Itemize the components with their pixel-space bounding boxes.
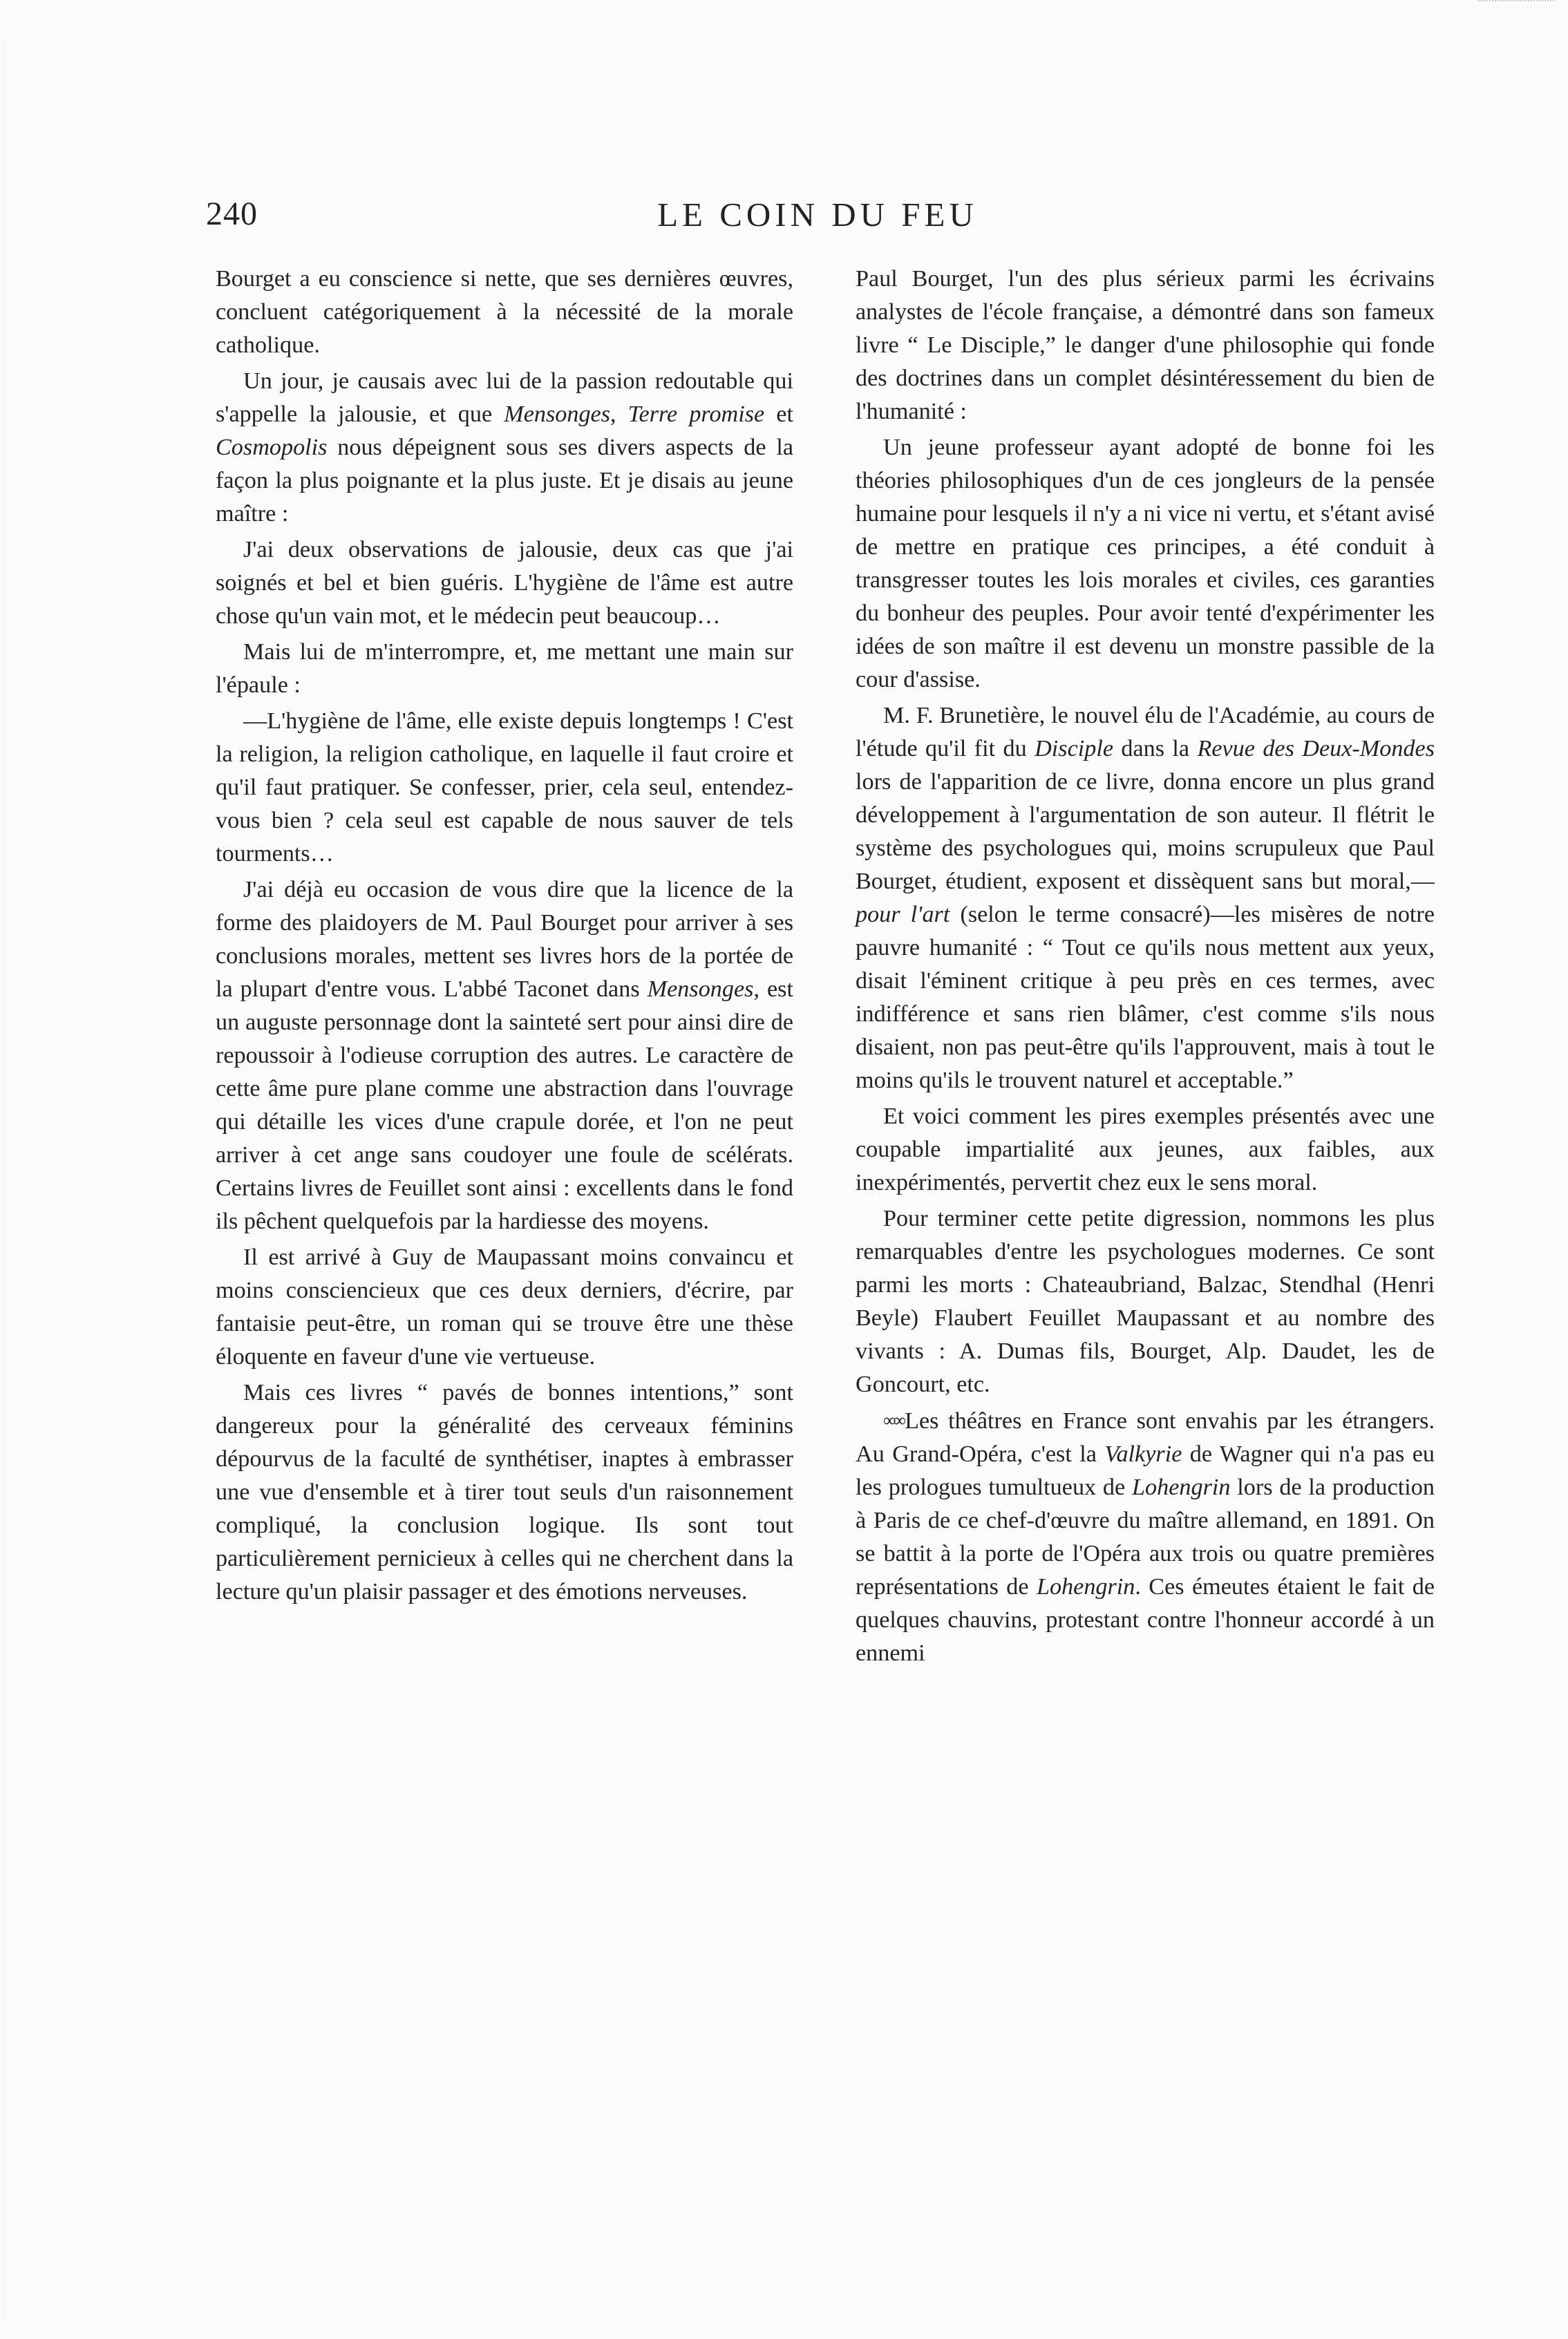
- text-run: Paul Bourget, l'un des plus sérieux parmi les écrivains analystes de l'école française, a démontré dans son fameux livre “ Le Disciple,” le danger d'une philosophie qui fonde des doctrines dans un complet désintéressement du bien de l'humanité :: [856, 266, 1435, 424]
- text-run: Les théâtres en France sont envahis par les étrangers. Au Grand-Opéra, c'est la: [856, 1408, 1435, 1467]
- italic-title: Cosmopolis: [216, 435, 328, 460]
- paragraph: [216, 263, 793, 362]
- text-run: Un jeune professeur ayant adopté de bonne foi les théories philosophiques d'un de ces jongleurs de la pensée humaine pour lesquels il n'y a ni vice ni vertu, et s'étant avisé de mettre en pratique ces principes, a été conduit à transgresser toutes les lois morales et civiles, ces garanties du bonheur des peuples. Pour avoir tenté d'expérimenter les idées de son maître il est devenu un monstre passible de la cour d'assise.: [856, 435, 1435, 692]
- paragraph: [216, 1376, 793, 1609]
- paragraph: [216, 636, 793, 702]
- paragraph: [216, 1241, 793, 1374]
- paragraph: [216, 533, 793, 633]
- text-run: de Wagner qui n'a pas eu les prologues tumultueux de: [856, 1441, 1435, 1500]
- text-run: J'ai deux observations de jalousie, deux cas que j'ai soignés et bel et bien guéris. L'hygiène de l'âme est autre chose qu'un vain mot, et le médecin peut beaucoup…: [216, 537, 793, 629]
- paragraph: [856, 263, 1435, 428]
- scan-corner-marks: [1478, 0, 1554, 36]
- text-run: Il est arrivé à Guy de Maupassant moins convaincu et moins consciencieux que ces deux derniers, d'écrire, par fantaisie peut-être, un roman qui se trouve être une thèse éloquente en faveur d'une vie vertueuse.: [216, 1244, 793, 1370]
- text-run: lors de la production à Paris de ce chef-d'œuvre du maître allemand, en 1891. On se battit à la porte de l'Opéra aux trois ou quatre premières représentations de: [856, 1475, 1435, 1600]
- right-column: [856, 263, 1435, 1673]
- text-run: (selon le terme consacré)—les misères de notre pauvre humanité : “ Tout ce qu'ils nous mettent aux yeux, disait l'éminent critique à peu près en ces termes, avec indifférence et sans rien blâmer, c'est comme s'ils nous disaient, non pas peut-être qu'ils l'approuvent, mais à tout le moins qu'ils le trouvent naturel et acceptable.”: [856, 902, 1435, 1093]
- running-title: LE COIN DU FEU: [657, 196, 978, 234]
- text-run: lors de l'apparition de ce livre, donna encore un plus grand développement à l'argumentation de son auteur. Il flétrit le système des psychologues qui, moins scrupuleux que Paul Bourget, étudient, exposent et dissèquent sans but moral,—: [856, 769, 1435, 894]
- italic-title: Terre promise: [627, 401, 765, 427]
- text-run: J'ai déjà eu occasion de vous dire que la licence de la forme des plaidoyers de M. Paul Bourget pour arriver à ses conclusions morales, mettent ses livres hors de la portée de la plupart d'entre vous. L'abbé Taconet dans: [216, 877, 793, 1002]
- text-run: —L'hygiène de l'âme, elle existe depuis longtemps ! C'est la religion, la religion catholique, en laquelle il faut croire et qu'il faut pratiquer. Se confesser, prier, cela seul, entendez-vous bien ? cela seul est capable de nous sauver de tels tourments…: [216, 708, 793, 867]
- paragraph: [216, 705, 793, 871]
- italic-title: Mensonges: [504, 401, 611, 427]
- text-run: Mais ces livres “ pavés de bonnes intentions,” sont dangereux pour la généralité des cerveaux féminins dépourvus de la faculté de synthétiser, inaptes à embrasser une vue d'ensemble et à tirer tout seuls d'un raisonnement compliqué, la conclusion logique. Ils sont tout particulièrement pernicieux à celles qui ne cherchent dans la lecture qu'un plaisir passager et des émotions nerveuses.: [216, 1380, 793, 1604]
- italic-title: Lohengrin: [1036, 1574, 1135, 1600]
- text-run: ,: [610, 401, 628, 427]
- paragraph: [856, 431, 1435, 697]
- scan-edge-marks: [4, 41, 8, 2322]
- text-run: dans la: [1113, 736, 1198, 761]
- italic-title: Revue des Deux-Mondes: [1197, 736, 1435, 761]
- paragraph: [216, 365, 793, 531]
- page-number: 240: [206, 196, 258, 232]
- page-header: [206, 195, 1429, 250]
- text-run: Un jour, je causais avec lui de la passion redoutable qui s'appelle la jalousie, et que: [216, 368, 793, 427]
- paragraph: [856, 1202, 1435, 1401]
- italic-title: Lohengrin: [1132, 1475, 1231, 1500]
- text-run: , est un auguste personnage dont la sainteté sert pour ainsi dire de repoussoir à l'odieuse corruption des autres. Le caractère de cette âme pure plane comme une abstraction dans l'ouvrage qui détaille les vices d'une crapule dorée, et l'on ne peut arriver à cet ange sans coudoyer une foule de scélérats. Certains livres de Feuillet sont ainsi : excellents dans le fond ils pêchent quelquefois par la hardiesse des moyens.: [216, 976, 793, 1234]
- text-run: Mais lui de m'interrompre, et, me mettant une main sur l'épaule :: [216, 639, 793, 698]
- paragraph: [216, 873, 793, 1238]
- text-run: Et voici comment les pires exemples présentés avec une coupable impartialité aux jeunes, aux faibles, aux inexpérimentés, pervertit chez eux le sens moral.: [856, 1104, 1435, 1195]
- text-run: Pour terminer cette petite digression, nommons les plus remarquables d'entre les psychologues modernes. Ce sont parmi les morts : Chateaubriand, Balzac, Stendhal (Henri Beyle) Flaubert Feuillet Maupassant et au nombre des vivants : A. Dumas fils, Bourget, Alp. Daudet, les de Goncourt, etc.: [856, 1206, 1435, 1397]
- text-run: M. F. Brunetière, le nouvel élu de l'Académie, au cours de l'étude qu'il fit du: [856, 703, 1435, 761]
- fleuron-ornament: ∞∞: [883, 1410, 904, 1430]
- text-run: Bourget a eu conscience si nette, que ses dernières œuvres, concluent catégoriquement à la nécessité de la morale catholique.: [216, 266, 793, 358]
- left-column: [216, 263, 793, 1611]
- italic-title: Valkyrie: [1104, 1441, 1182, 1467]
- paragraph: [856, 699, 1435, 1097]
- text-run: . Ces émeutes étaient le fait de quelques chauvins, protestant contre l'honneur accordé à un ennemi: [856, 1574, 1435, 1666]
- italic-title: Mensonges: [647, 976, 754, 1002]
- paragraph: [856, 1404, 1435, 1670]
- text-run: nous dépeignent sous ses divers aspects de la façon la plus poignante et la plus juste. Et je disais au jeune maître :: [216, 435, 793, 527]
- text-run: et: [764, 401, 793, 427]
- italic-title: Disciple: [1035, 736, 1114, 761]
- italic-title: pour l'art: [856, 902, 950, 927]
- paragraph: [856, 1100, 1435, 1200]
